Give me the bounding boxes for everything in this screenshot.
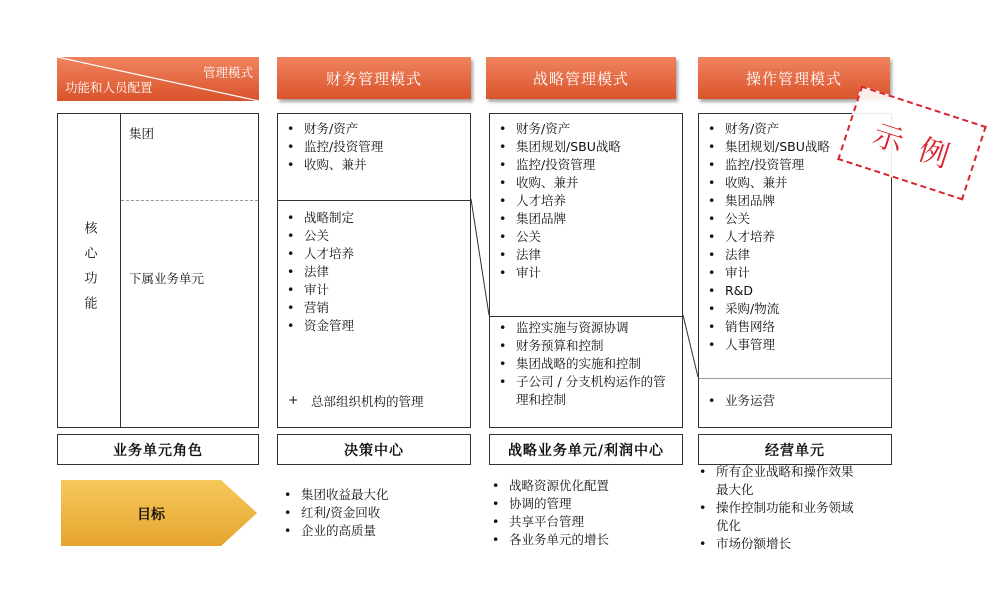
list-item: • 监控/投资管理	[701, 156, 830, 174]
list-item: • 战略资源优化配置	[485, 477, 609, 495]
connector-line	[683, 315, 698, 377]
list-item: • 收购、兼并	[701, 174, 830, 192]
group-label: 集团	[129, 126, 155, 141]
list-item: • 集团收益最大化	[277, 486, 389, 504]
list-item: • 监控/投资管理	[492, 156, 621, 174]
list-item: • R&D	[701, 282, 830, 300]
sub-unit-label: 下属业务单元	[129, 271, 205, 286]
goal-label: 目标	[137, 507, 165, 523]
list-item: • 各业务单元的增长	[485, 531, 609, 549]
list-item: • 人事管理	[701, 336, 830, 354]
list-item: • 营销	[280, 299, 354, 317]
list-item: • 共享平台管理	[485, 513, 609, 531]
list-item: • 财务/资产	[701, 120, 830, 138]
list-item: • 集团品牌	[701, 192, 830, 210]
list-item: • 采购/物流	[701, 300, 830, 318]
list-item: • 公关	[701, 210, 830, 228]
list-item: • 企业的高质量	[277, 522, 389, 540]
list-item: • 审计	[280, 281, 354, 299]
list-item: • 集团规划/SBU战略	[701, 138, 830, 156]
list-item: • 监控/投资管理	[280, 138, 383, 156]
goal-list-financial	[277, 486, 389, 540]
role-decision-center: 决策中心	[277, 434, 471, 465]
list-item: • 集团战略的实施和控制	[492, 355, 680, 373]
list-item: • 审计	[492, 264, 621, 282]
list-item: • 战略制定	[280, 209, 354, 227]
corner-bottom-label: 功能和人员配置	[65, 80, 153, 95]
core-label-text: 核心功能	[81, 220, 97, 321]
example-stamp-text: 示例	[868, 117, 971, 181]
goal-list-strategic	[485, 477, 609, 549]
header-financial-mode: 财务管理模式	[277, 57, 471, 99]
plus-marker: +	[288, 392, 299, 407]
corner-top-label: 管理模式	[202, 65, 253, 80]
role-label: 业务单元角色	[57, 434, 259, 465]
header-strategic-mode: 战略管理模式	[486, 57, 676, 99]
list-item: • 资金管理	[280, 317, 354, 335]
list-item: • 人才培养	[492, 192, 621, 210]
role-profit-center: 战略业务单元/利润中心	[489, 434, 683, 465]
goal-list-operational	[692, 463, 862, 553]
list-item: • 监控实施与资源协调	[492, 319, 680, 337]
list-item: • 法律	[492, 246, 621, 264]
list-item: • 集团品牌	[492, 210, 621, 228]
list-item: • 销售网络	[701, 318, 830, 336]
list-item: • 子公司 / 分支机构运作的管理和控制	[492, 373, 680, 409]
hq-management-item: 总部组织机构的管理	[311, 394, 424, 409]
list-item: • 业务运营	[701, 392, 775, 410]
list-item: • 市场份额增长	[692, 535, 862, 553]
list-item: • 操作控制功能和业务领域优化	[692, 499, 862, 535]
list-item: • 集团规划/SBU战略	[492, 138, 621, 156]
list-item: • 财务/资产	[280, 120, 383, 138]
list-item: • 财务/资产	[492, 120, 621, 138]
list-item: • 收购、兼并	[492, 174, 621, 192]
list-item: • 法律	[701, 246, 830, 264]
list-item: • 审计	[701, 264, 830, 282]
list-item: • 人才培养	[701, 228, 830, 246]
role-operating-unit: 经营单元	[698, 434, 892, 465]
list-item: • 红利/资金回收	[277, 504, 389, 522]
list-item: • 收购、兼并	[280, 156, 383, 174]
list-item: • 所有企业战略和操作效果最大化	[692, 463, 862, 499]
goal-arrow	[61, 480, 258, 546]
list-item: • 公关	[492, 228, 621, 246]
list-item: • 人才培养	[280, 245, 354, 263]
list-item: • 法律	[280, 263, 354, 281]
list-item: • 公关	[280, 227, 354, 245]
connector-line	[471, 199, 489, 315]
list-item: • 协调的管理	[485, 495, 609, 513]
list-item: • 财务预算和控制	[492, 337, 680, 355]
header-operational-mode: 操作管理模式	[698, 57, 890, 99]
